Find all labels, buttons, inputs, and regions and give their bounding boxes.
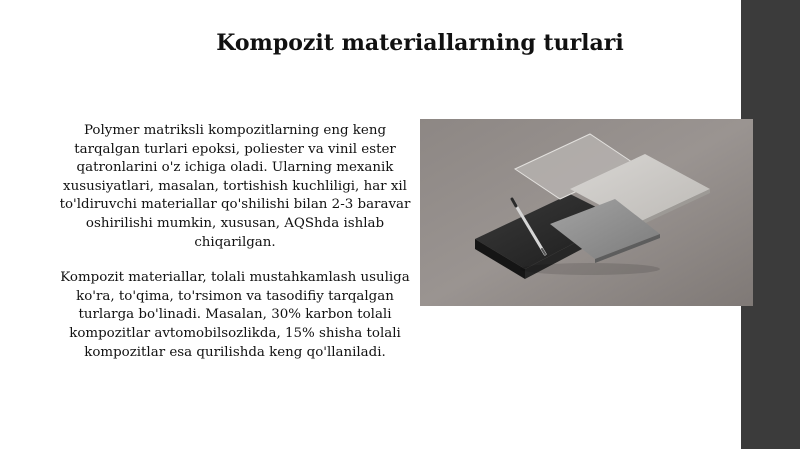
composite-samples-image <box>420 119 753 306</box>
paragraph-fiber-reinforcement: Kompozit materiallar, tolali mustahkamlash usuliga ko'ra, to'qima, to'rsimon va tasodifiy tarqalgan turlarga bo'linadi. Masalan, 30% karbon tolali kompozitlar avtomobilsozlikda, 15% shisha tolali kompozitlar esa qurilishda keng qo'llaniladi. <box>60 270 410 360</box>
slide-body <box>50 122 420 362</box>
slide-title: Kompozit materiallarning turlari <box>216 30 624 56</box>
paragraph-polymer-composites: Polymer matriksli kompozitlarning eng keng tarqalgan turlari epoksi, poliester va vinil ester qatronlarini o'z ichiga oladi. Ularning mexanik xususiyatlari, masalan, tortishish kuchliligi, har xil to'ldiruvchi materiallar qo'shilishi bilan 2-3 baravar oshirilishi mumkin, xususan, AQShda ishlab chiqarilgan. <box>59 123 411 250</box>
